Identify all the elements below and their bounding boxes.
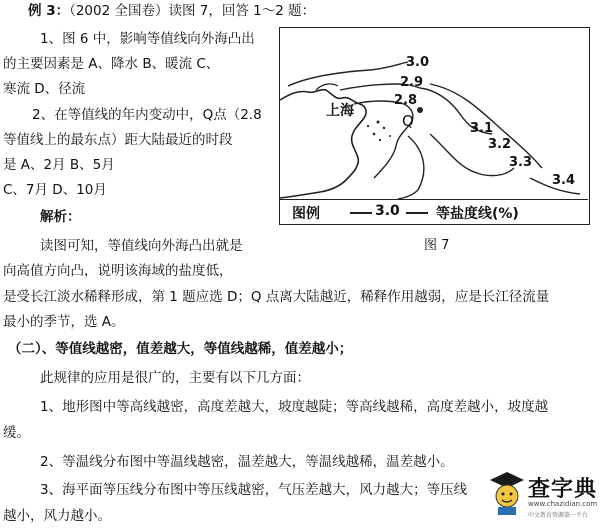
item2-text: 2、等温线分布图中等温线越密，温差越大，等温线越稀，温差越小。 <box>40 454 454 470</box>
example-label: 例 3： <box>28 3 70 19</box>
item1-line1: 1、地形图中等高线越密，高度差越大，坡度越陡；等高线越稀，高度差越小，坡度越 <box>40 399 549 415</box>
chazidian-logo <box>488 470 610 522</box>
q2-line3: 是 A、2月 B、5月 <box>3 157 115 173</box>
example-label-line <box>28 2 315 20</box>
section-intro: 此规律的应用是很广的，主要有以下几方面： <box>40 370 310 386</box>
figure-caption: 图 7 <box>424 238 450 253</box>
legend-meaning: 等盐度线(%) <box>436 206 519 222</box>
isoline-value-3-2: 3.2 <box>488 137 512 152</box>
section-heading: （二）、等值线越密，值差越大，等值线越稀，值差越小； <box>8 341 353 357</box>
q1-line3: 寒流 D、径流 <box>3 81 86 97</box>
salinity-map <box>279 27 590 225</box>
isoline-3-0 <box>288 62 408 86</box>
legend-dash-left <box>350 212 372 214</box>
item3-line1: 3、海平面等压线分布图中等压线越密，气压差越大，风力越大；等压线 <box>40 482 468 498</box>
isoline-value-3-3: 3.3 <box>509 155 533 170</box>
analysis-line3: 是受长江淡水稀释形成，第 1 题应选 D；Q 点离大陆越近，稀释作用越弱，应是长江径流量 <box>3 289 550 305</box>
isoline-3-1-b <box>398 136 424 199</box>
river-mouth <box>316 84 338 90</box>
q2-line2: 等值线上的最东点）距大陆最近的时段 <box>3 132 233 148</box>
isoline-value-3-4: 3.4 <box>552 173 576 188</box>
q1-line1: 1、图 6 中，影响等值线向外海凸出 <box>40 31 255 47</box>
q-label: Q <box>402 112 414 130</box>
q1-line2: 的主要因素是 A、降水 B、暖流 C、 <box>3 56 220 72</box>
logo-name: 查字典 <box>528 477 598 502</box>
isoline-value-3-0: 3.0 <box>406 55 430 70</box>
q2-line4: C、7月 D、10月 <box>3 182 107 198</box>
q-point <box>417 107 423 113</box>
isoline-value-3-1: 3.1 <box>470 121 494 136</box>
legend-value: 3.0 <box>375 203 400 219</box>
legend-title: 图例 <box>292 206 320 222</box>
item1-line2: 缓。 <box>3 425 30 441</box>
isoline-value-2-9: 2.9 <box>400 75 424 90</box>
islands <box>367 121 391 142</box>
legend-dash-right <box>406 212 428 214</box>
question-title: （2002 全国卷）读图 7，回答 1～2 题： <box>69 3 316 19</box>
analysis-line2: 向高值方向凸，说明该海域的盐度低， <box>3 263 233 279</box>
isoline-value-2-8: 2.8 <box>394 93 418 108</box>
logo-url: www.chazidian.com <box>528 500 598 508</box>
logo-tagline: 中文教育资源第一平台 <box>528 512 589 519</box>
analysis-line4: 最小的季节，选 A。 <box>3 314 125 330</box>
q2-line1: 2、在等值线的年内变动中，Q点（2.8 <box>32 107 262 123</box>
item3-line2: 越小，风力越小。 <box>3 508 111 524</box>
map-legend <box>280 199 588 225</box>
mascot-icon <box>488 470 526 516</box>
analysis-label: 解析： <box>40 209 81 225</box>
shanghai-label: 上海 <box>326 103 354 119</box>
analysis-line1: 读图可知，等值线向外海凸出就是 <box>40 238 243 254</box>
